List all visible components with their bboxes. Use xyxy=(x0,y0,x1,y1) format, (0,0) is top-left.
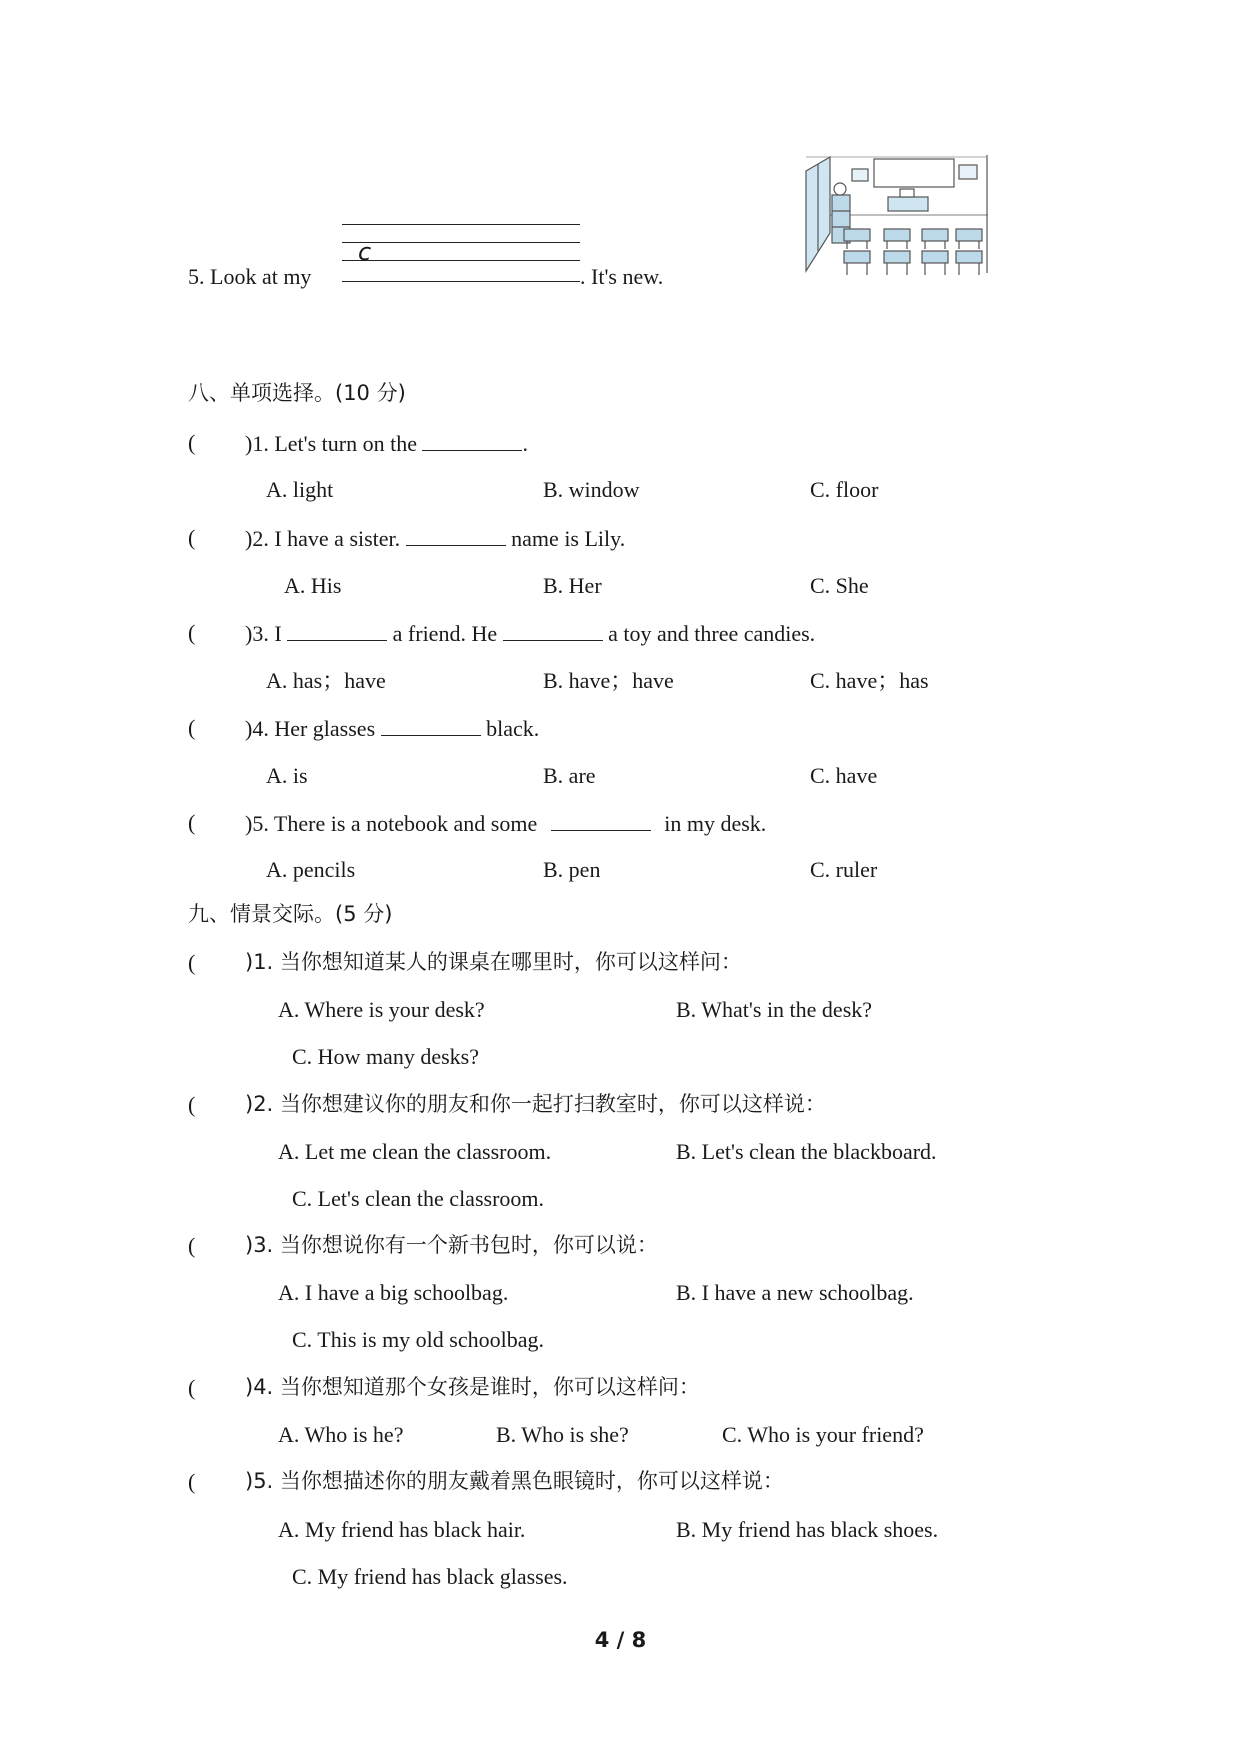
blank[interactable] xyxy=(406,527,506,546)
option-a[interactable]: A. pencils xyxy=(266,857,356,882)
q8-5-text: )5. There is a notebook and some xyxy=(245,811,538,836)
option-a[interactable]: A. Let me clean the classroom. xyxy=(278,1139,552,1164)
option-b[interactable]: B. window xyxy=(543,477,640,502)
option-c[interactable]: C. Let's clean the classroom. xyxy=(292,1186,545,1211)
option-c[interactable]: C. floor xyxy=(810,477,879,502)
answer-paren[interactable]: ( xyxy=(188,1233,196,1258)
q8-3-text: )3. I xyxy=(245,621,282,646)
q8-1-stem xyxy=(245,432,528,455)
answer-paren[interactable]: ( xyxy=(188,1469,196,1494)
q8-1-text: )1. Let's turn on the xyxy=(245,431,417,456)
option-a[interactable]: A. His xyxy=(284,573,342,598)
option-a[interactable]: A. has；have xyxy=(266,668,386,693)
option-c[interactable]: C. have；has xyxy=(810,668,929,693)
option-b[interactable]: B. have；have xyxy=(543,668,674,693)
option-a[interactable]: A. light xyxy=(266,477,334,502)
q8-4-stem xyxy=(245,717,539,740)
q9-3-text: )3. 当你想说你有一个新书包时，你可以说： xyxy=(245,1233,658,1257)
answer-paren[interactable]: ( xyxy=(188,1092,196,1117)
answer-paren[interactable]: ( xyxy=(188,715,196,740)
option-b[interactable]: B. I have a new schoolbag. xyxy=(676,1280,914,1305)
hint-letter: c xyxy=(358,238,372,266)
q9-5-text: )5. 当你想描述你的朋友戴着黑色眼镜时，你可以这样说： xyxy=(245,1469,784,1493)
q8-3-mid: a friend. He xyxy=(392,621,498,646)
writing-line-3 xyxy=(342,260,580,261)
option-b[interactable]: B. pen xyxy=(543,857,601,882)
q8-4-after: black. xyxy=(486,716,540,741)
blank[interactable] xyxy=(381,717,481,736)
q8-2-text: )2. I have a sister. xyxy=(245,526,401,551)
blank[interactable] xyxy=(287,622,387,641)
option-b[interactable]: B. are xyxy=(543,763,596,788)
option-c[interactable]: C. My friend has black glasses. xyxy=(292,1564,568,1589)
blank[interactable] xyxy=(422,432,522,451)
q8-5-after: in my desk. xyxy=(664,811,767,836)
option-c[interactable]: C. She xyxy=(810,573,869,598)
q5-prefix: 5. Look at my xyxy=(188,264,312,289)
option-c[interactable]: C. How many desks? xyxy=(292,1044,479,1069)
blank[interactable] xyxy=(503,622,603,641)
option-b[interactable]: B. My friend has black shoes. xyxy=(676,1517,939,1542)
option-a[interactable]: A. is xyxy=(266,763,308,788)
blank[interactable] xyxy=(551,812,651,831)
section9-title: 九、情景交际。(5 分) xyxy=(188,902,393,926)
option-b[interactable]: B. Who is she? xyxy=(496,1422,629,1447)
option-c[interactable]: C. This is my old schoolbag. xyxy=(292,1327,544,1352)
page-number: 4 / 8 xyxy=(594,1628,647,1652)
classroom-illustration-icon xyxy=(804,153,990,278)
answer-paren[interactable]: ( xyxy=(188,1375,196,1400)
q5-suffix: . It's new. xyxy=(580,264,664,289)
answer-paren[interactable]: ( xyxy=(188,620,196,645)
option-b[interactable]: B. Let's clean the blackboard. xyxy=(676,1139,937,1164)
answer-paren[interactable]: ( xyxy=(188,525,196,550)
q9-2-text: )2. 当你想建议你的朋友和你一起打扫教室时，你可以这样说： xyxy=(245,1092,826,1116)
q8-4-text: )4. Her glasses xyxy=(245,716,376,741)
answer-paren[interactable]: ( xyxy=(188,810,196,835)
section8-title: 八、单项选择。(10 分) xyxy=(188,381,406,405)
q8-3-stem xyxy=(245,622,815,645)
option-c[interactable]: C. ruler xyxy=(810,857,878,882)
q8-1-after: . xyxy=(522,431,528,456)
option-a[interactable]: A. Who is he? xyxy=(278,1422,404,1447)
q8-3-after: a toy and three candies. xyxy=(608,621,816,646)
option-c[interactable]: C. have xyxy=(810,763,878,788)
option-c[interactable]: C. Who is your friend? xyxy=(722,1422,924,1447)
answer-paren[interactable]: ( xyxy=(188,950,196,975)
writing-line-4[interactable] xyxy=(342,281,580,282)
q9-1-text: )1. 当你想知道某人的课桌在哪里时，你可以这样问： xyxy=(245,950,742,974)
q8-2-after: name is Lily. xyxy=(511,526,626,551)
q8-5-stem xyxy=(245,812,766,835)
option-a[interactable]: A. Where is your desk? xyxy=(278,997,485,1022)
q8-2-stem xyxy=(245,527,625,550)
writing-line-2 xyxy=(342,242,580,243)
answer-paren[interactable]: ( xyxy=(188,430,196,455)
option-b[interactable]: B. Her xyxy=(543,573,602,598)
option-b[interactable]: B. What's in the desk? xyxy=(676,997,873,1022)
option-a[interactable]: A. My friend has black hair. xyxy=(278,1517,526,1542)
q9-4-text: )4. 当你想知道那个女孩是谁时，你可以这样问： xyxy=(245,1375,700,1399)
writing-line-1 xyxy=(342,224,580,225)
option-a[interactable]: A. I have a big schoolbag. xyxy=(278,1280,509,1305)
